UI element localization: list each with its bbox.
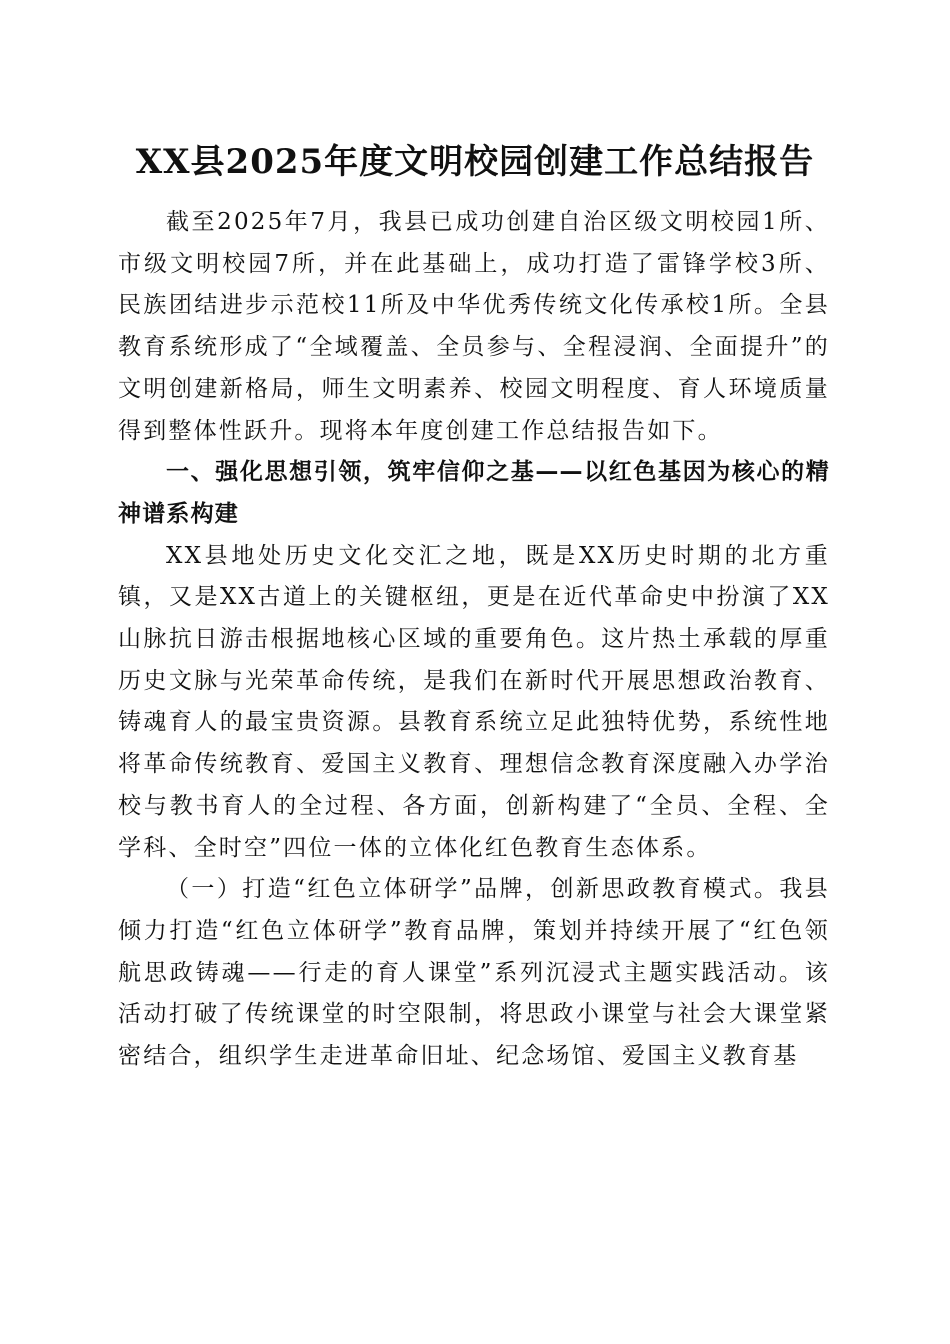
section-heading-1: 一、强化思想引领，筑牢信仰之基——以红色基因为核心的精神谱系构建: [118, 459, 830, 527]
document-body: [118, 202, 830, 1078]
section-1-paragraph: XX县地处历史文化交汇之地，既是XX历史时期的北方重镇，又是XX古道上的关键枢纽，更是在近代革命史中扮演了XX山脉抗日游击根据地核心区域的重要角色。这片热土承载的厚重历史文脉与光荣革命传统，是我们在新时代开展思想政治教育、铸魂育人的最宝贵资源。县教育系统立足此独特优势，系统性地将革命传统教育、爱国主义教育、理想信念教育深度融入办学治校与教书育人的全过程、各方面，创新构建了“全员、全程、全学科、全时空”四位一体的立体化红色教育生态体系。: [118, 542, 830, 861]
document-title: XX县2025年度文明校园创建工作总结报告: [135, 142, 815, 182]
subsection-1-1-paragraph: （一）打造“红色立体研学”品牌，创新思政教育模式。我县倾力打造“红色立体研学”教育品牌，策划并持续开展了“红色领航思政铸魂——行走的育人课堂”系列沉浸式主题实践活动。该活动打破了传统课堂的时空限制，将思政小课堂与社会大课堂紧密结合，组织学生走进革命旧址、纪念场馆、爱国主义教育基: [118, 876, 830, 1070]
intro-paragraph: 截至2025年7月，我县已成功创建自治区级文明校园1所、市级文明校园7所，并在此基础上，成功打造了雷锋学校3所、民族团结进步示范校11所及中华优秀传统文化传承校1所。全县教育系统形成了“全域覆盖、全员参与、全程浸润、全面提升”的文明创建新格局，师生文明素养、校园文明程度、育人环境质量得到整体性跃升。现将本年度创建工作总结报告如下。: [118, 209, 830, 444]
